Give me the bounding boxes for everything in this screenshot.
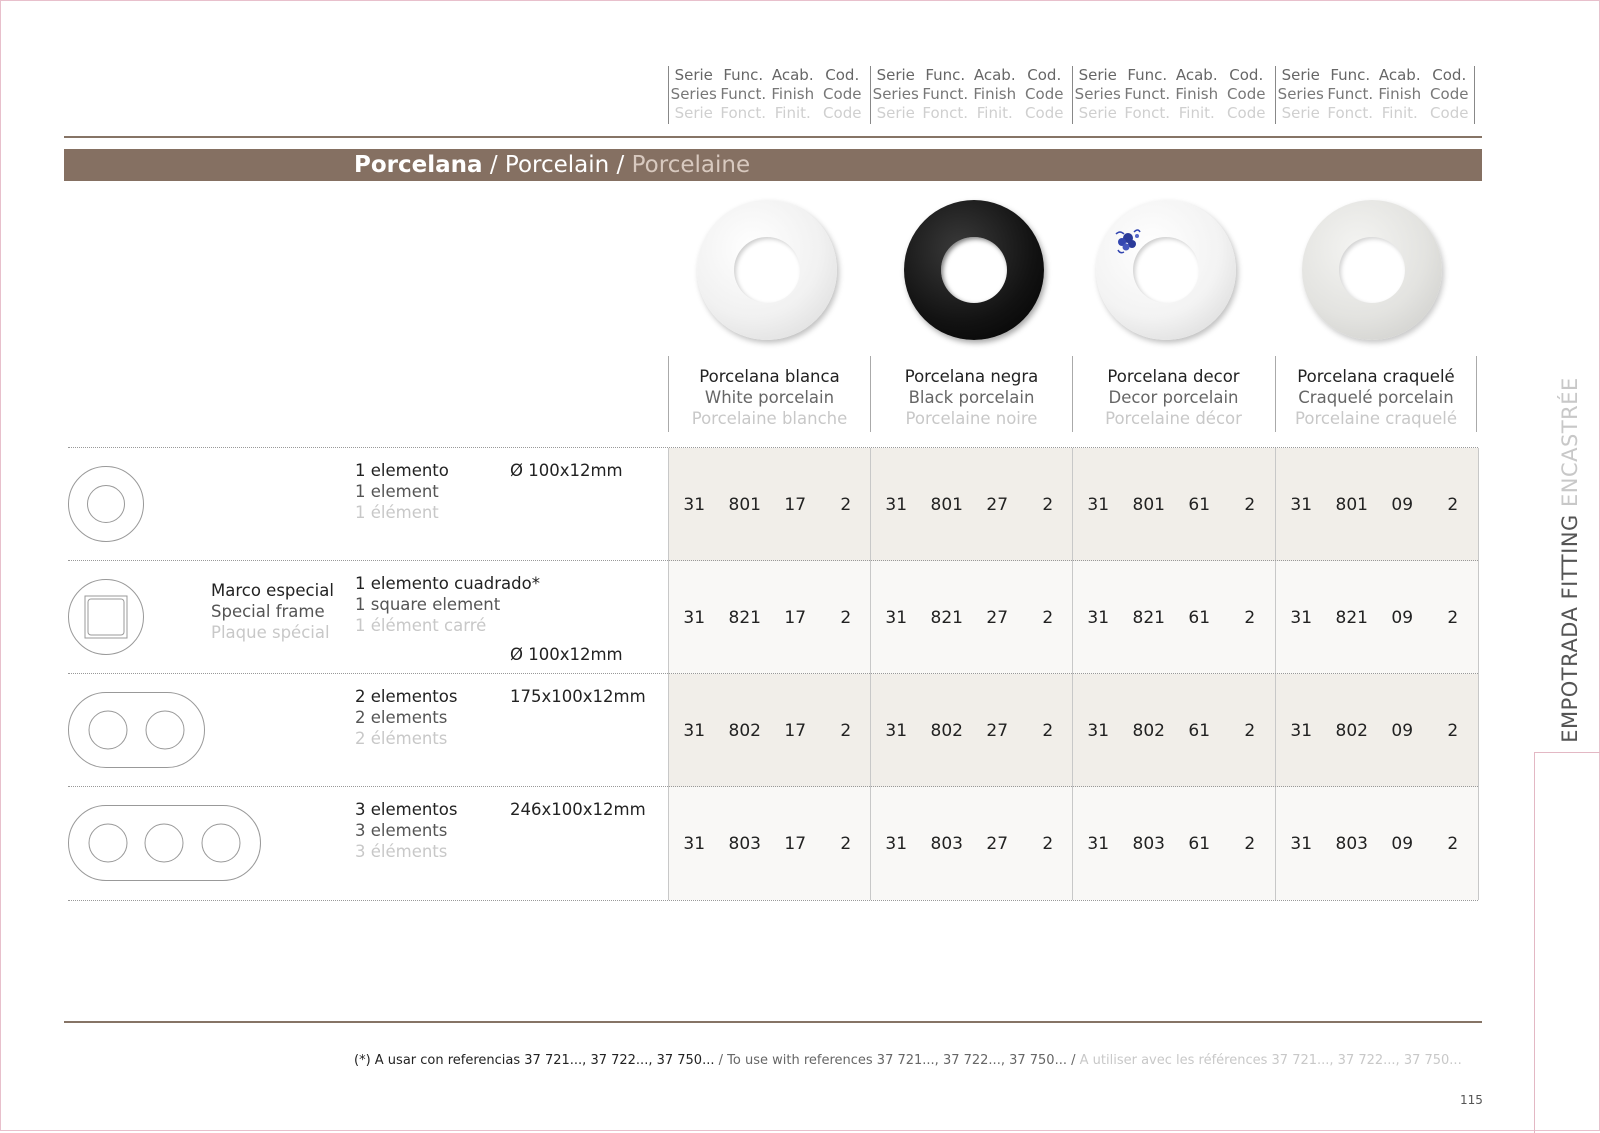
white-porcelain-ring-image	[697, 200, 837, 340]
footnote: (*) A usar con referencias 37 721..., 37 722..., 37 750... / To use with references 37 721..., 37 722..., 37 750... / A utiliser avec les références 37 721..., 37 722..., 37 750...	[354, 1053, 1462, 1068]
code-cell-crackle: 31 802 09 2	[1275, 674, 1479, 787]
column-header-group	[1072, 66, 1271, 124]
row-dimension: 246x100x12mm	[510, 800, 646, 819]
column-header-func: Func. Funct. Fonct.	[1327, 66, 1374, 122]
row-dimension: Ø 100x12mm	[510, 645, 623, 664]
column-header-serie: Serie Series Serie	[872, 66, 919, 122]
row-description: 3 elementos 3 elements 3 éléments	[355, 800, 458, 861]
header-divider	[64, 136, 1482, 138]
code-cell-white: 31 801 17 2	[668, 448, 871, 561]
column-header-code: Cod. Code Code	[1227, 66, 1266, 122]
side-tab-border	[1534, 752, 1600, 1133]
column-header-func: Func. Funct. Fonct.	[720, 66, 767, 122]
code-cell-black: 31 802 27 2	[870, 674, 1073, 787]
column-header-code: Cod. Code Code	[1025, 66, 1064, 122]
code-cell-decor: 31 801 61 2	[1072, 448, 1275, 561]
table-row	[68, 673, 1478, 787]
row-description: 1 elemento 1 element 1 élément	[355, 461, 449, 522]
finish-label-crackle: Porcelana craquelé Craquelé porcelain Porcelaine craquelé	[1275, 356, 1477, 432]
code-cell-crackle: 31 803 09 2	[1275, 787, 1479, 900]
column-header-group	[1275, 66, 1475, 124]
finish-label-white: Porcelana blanca White porcelain Porcelaine blanche	[668, 356, 870, 432]
column-header-serie: Serie Series Serie	[1277, 66, 1324, 122]
column-header-serie: Serie Series Serie	[670, 66, 717, 122]
crackle-porcelain-ring-image	[1302, 200, 1442, 340]
table-row	[68, 560, 1478, 674]
row-description: 2 elementos 2 elements 2 éléments	[355, 687, 458, 748]
table-row	[68, 786, 1478, 901]
row-dimension: 175x100x12mm	[510, 687, 646, 706]
row-description: 1 elemento cuadrado* 1 square element 1 élément carré	[355, 574, 540, 635]
finish-label-black: Porcelana negra Black porcelain Porcelaine noire	[870, 356, 1072, 432]
column-header-group	[668, 66, 867, 124]
column-header-func: Func. Funct. Fonct.	[1124, 66, 1171, 122]
side-section-label: EMPOTRADA FITTING ENCASTRÉE	[1558, 377, 1582, 743]
code-cell-black: 31 821 27 2	[870, 561, 1073, 674]
row-dimension: Ø 100x12mm	[510, 461, 623, 480]
column-header-code: Cod. Code Code	[823, 66, 862, 122]
column-header-group	[870, 66, 1069, 124]
square-element-frame-drawing-icon	[68, 561, 218, 674]
column-header-code: Cod. Code Code	[1430, 66, 1469, 122]
footer-divider	[64, 1021, 1482, 1023]
code-cell-black: 31 803 27 2	[870, 787, 1073, 900]
double-frame-drawing-icon	[68, 674, 218, 787]
decor-porcelain-ring-image	[1096, 200, 1236, 340]
flower-decoration-icon	[1110, 222, 1144, 258]
section-title-band	[64, 149, 1482, 181]
code-cell-white: 31 803 17 2	[668, 787, 871, 900]
code-cell-black: 31 801 27 2	[870, 448, 1073, 561]
black-porcelain-ring-image	[904, 200, 1044, 340]
column-header-finish: Acab. Finish Finit.	[1378, 66, 1422, 122]
code-cell-decor: 31 802 61 2	[1072, 674, 1275, 787]
code-cell-decor: 31 803 61 2	[1072, 787, 1275, 900]
code-cell-white: 31 802 17 2	[668, 674, 871, 787]
column-header-func: Func. Funct. Fonct.	[922, 66, 969, 122]
column-header-serie: Serie Series Serie	[1074, 66, 1121, 122]
page-number: 115	[1460, 1093, 1483, 1107]
single-frame-drawing-icon	[68, 448, 218, 561]
finish-label-decor: Porcelana decor Decor porcelain Porcelaine décor	[1072, 356, 1274, 432]
code-cell-crackle: 31 801 09 2	[1275, 448, 1479, 561]
code-cell-decor: 31 821 61 2	[1072, 561, 1275, 674]
table-row	[68, 447, 1478, 561]
section-title: Porcelana / Porcelain / Porcelaine	[354, 152, 751, 178]
code-cell-white: 31 821 17 2	[668, 561, 871, 674]
triple-frame-drawing-icon	[68, 787, 268, 900]
column-header-finish: Acab. Finish Finit.	[771, 66, 815, 122]
column-header-finish: Acab. Finish Finit.	[973, 66, 1017, 122]
column-header-finish: Acab. Finish Finit.	[1175, 66, 1219, 122]
row-group-label: Marco especial Special frame Plaque spécial	[211, 581, 334, 642]
code-cell-crackle: 31 821 09 2	[1275, 561, 1479, 674]
